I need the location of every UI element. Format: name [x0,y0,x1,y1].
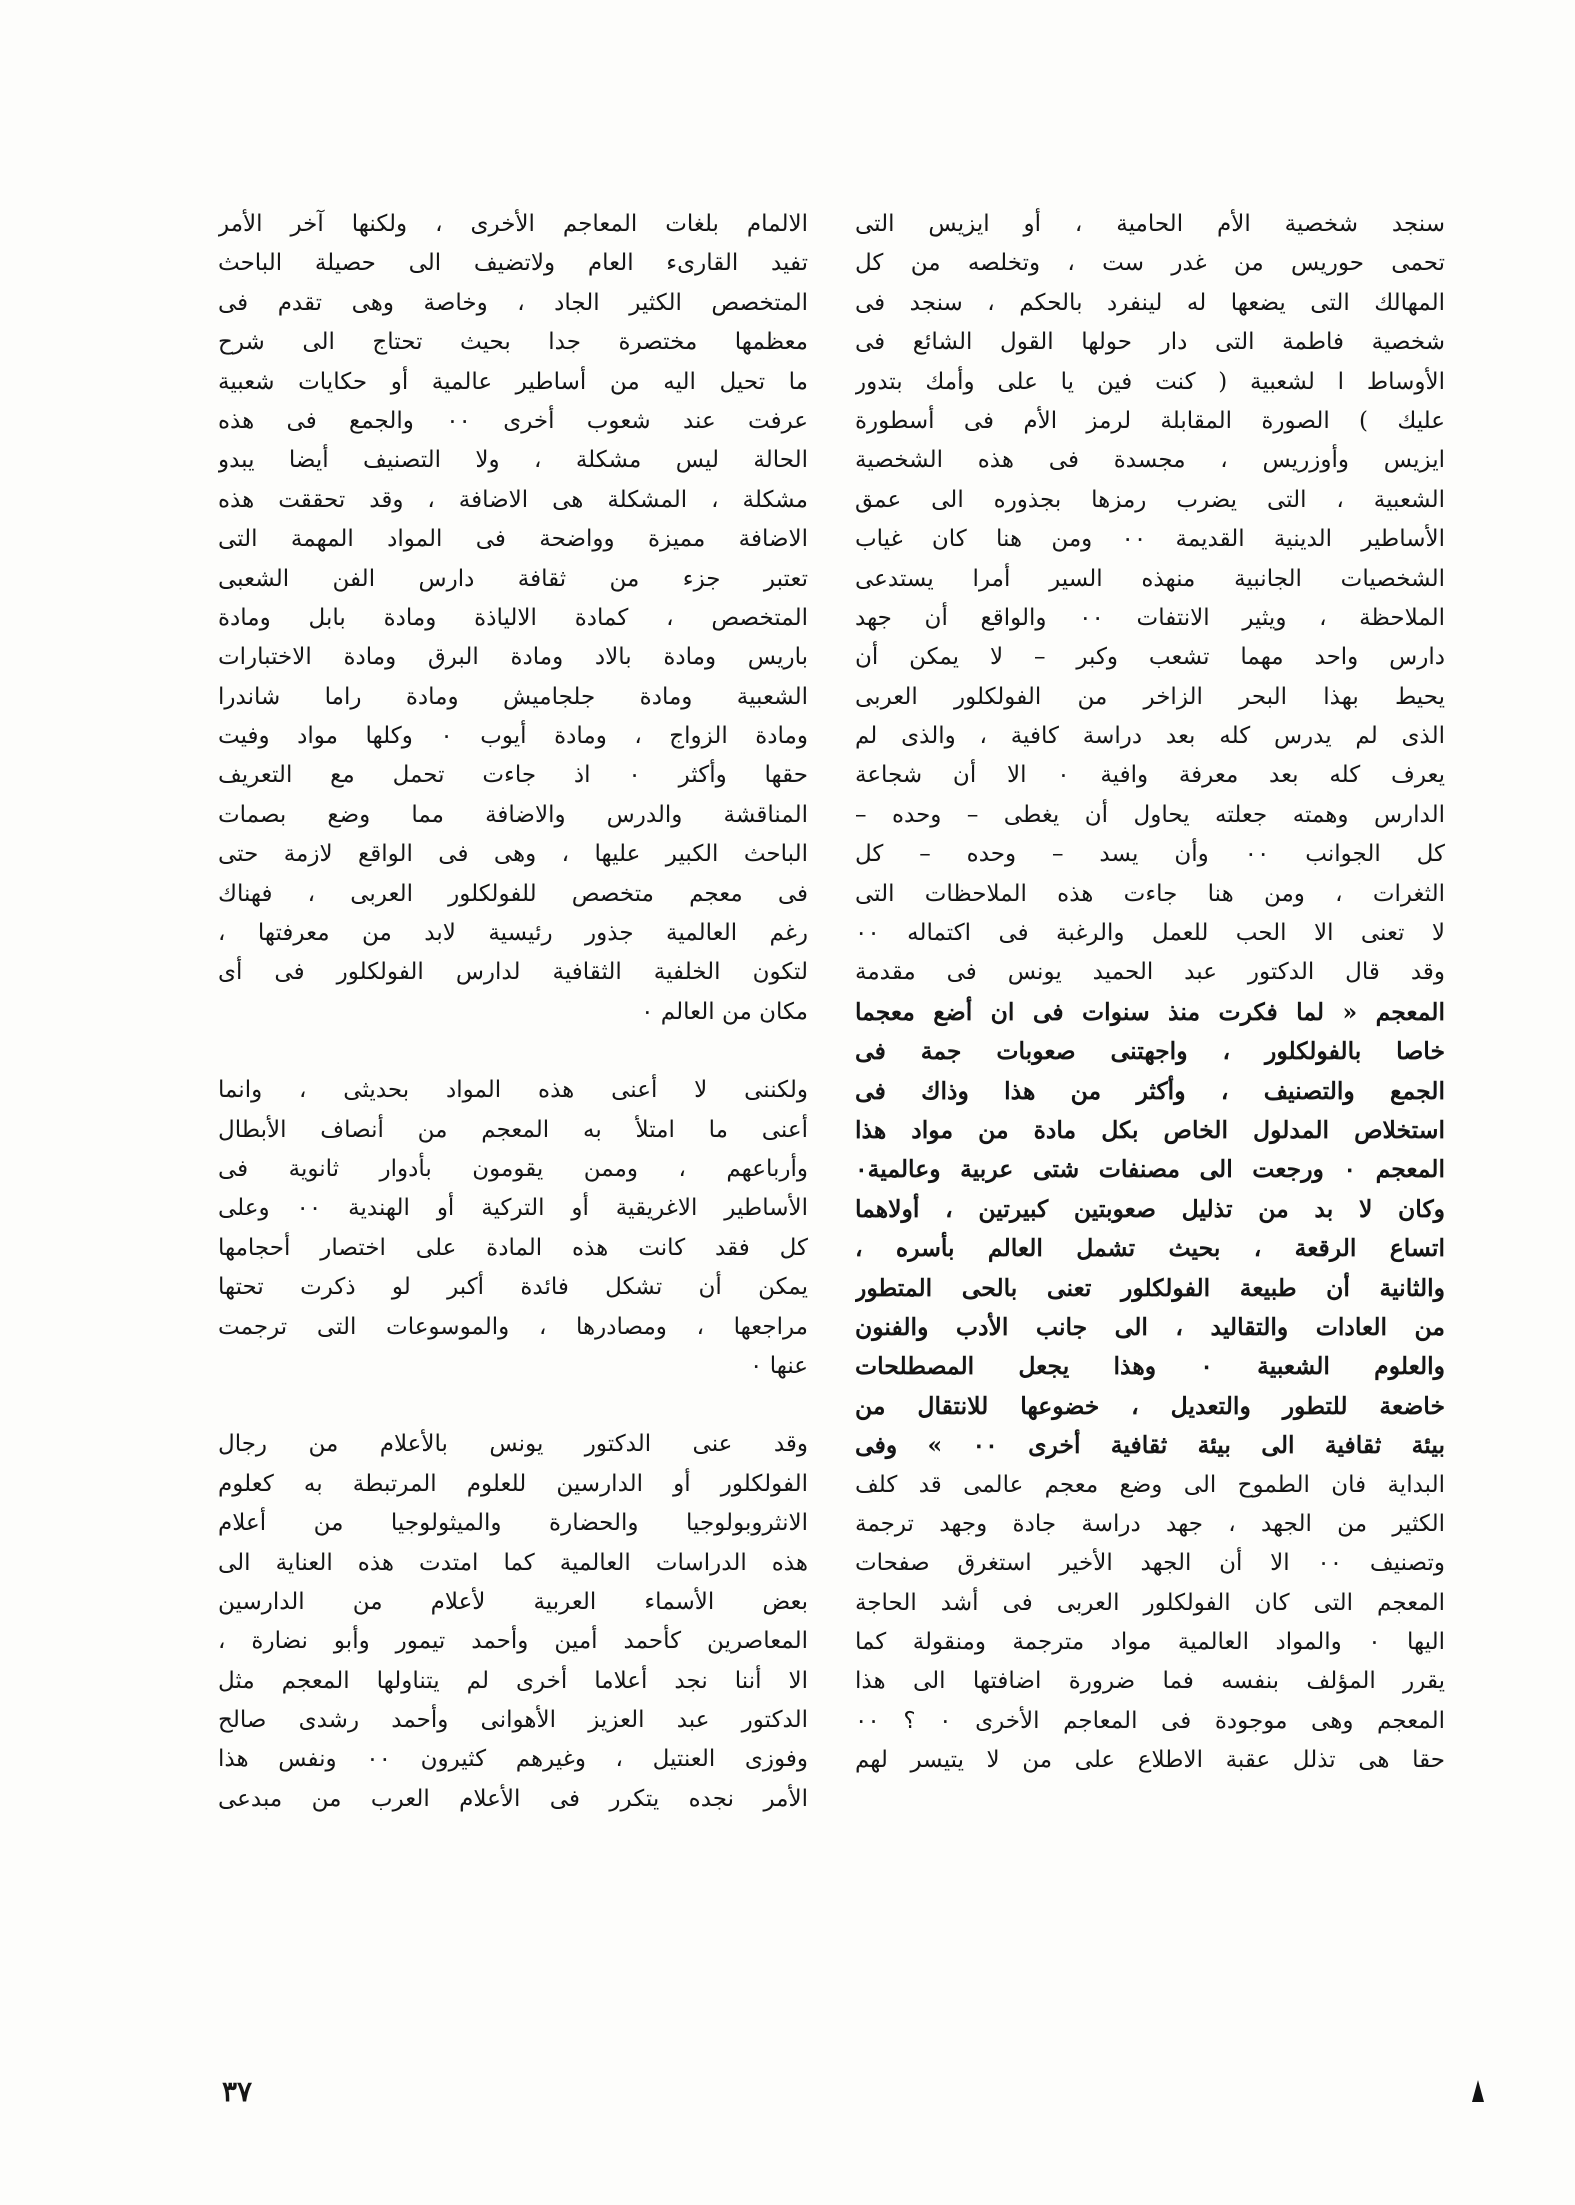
left-column-text-line: وأرباعهم ، وممن يقومون بأدوار ثانوية فى [218,1155,808,1182]
left-column-text-line: الاضافة مميزة وواضحة فى المواد المهمة التى [218,526,808,553]
left-column-text-line: مشكلة ، المشكلة هى الاضافة ، وقد تحققت هذه [218,486,808,513]
right-column-text-line: وقد قال الدكتور عبد الحميد يونس فى مقدمة [855,959,1445,986]
left-column-text-line: الالمام بلغات المعاجم الأخرى ، ولكنها آخر الأمر [218,211,808,237]
left-column-text-line: حقها وأكثر ٠ اذ جاءت تحمل مع التعريف [218,762,808,789]
left-column-text-line: المعاصرين كأحمد أمين وأحمد تيمور وأبو نضارة ، [218,1628,808,1655]
right-column-text-line: ايزيس وأوزريس ، مجسدة فى هذه الشخصية [855,447,1445,474]
paragraph-gap [218,1032,808,1071]
left-column-text-line: الحالة ليس مشكلة ، ولا التصنيف أيضا يبدو [218,447,808,474]
right-column-text-line: من العادات والتقاليد ، الى جانب الأدب والفنون [855,1312,1445,1341]
left-column-text-line: وقد عنى الدكتور يونس بالأعلام من رجال [218,1431,808,1458]
right-column-text-line: شخصية فاطمة التى دار حولها القول الشائع فى [855,329,1445,356]
right-column-text-line: يعرف كله بعد معرفة وافية ٠ الا أن شجاعة [855,762,1445,789]
right-column-text-line: اليها ٠ والمواد العالمية مواد مترجمة ومنقولة كما [855,1629,1445,1656]
page-number: ٣٧ [222,2075,253,2108]
left-column-text-line: الانثروبولوجيا والحضارة والميثولوجيا من أعلام [218,1510,808,1537]
right-column-text-line: خاضعة للتطور والتعديل ، خضوعها للانتقال من [855,1391,1445,1420]
left-text-column [218,205,808,1819]
left-column-text-line: المتخصص ، كمادة الالياذة ومادة بابل ومادة [218,604,808,631]
right-column-text-line: الذى لم يدرس كله بعد دراسة كافية ، والذى لم [855,723,1445,750]
right-text-column [855,205,1445,1781]
right-column-text-line: لا تعنى الا الحب للعمل والرغبة فى اكتماله ٠٠ [855,920,1445,947]
right-column-text-line: الشعبية ، التى يضرب رمزها بجذوره الى عمق [855,486,1445,513]
right-column-text-line: الثغرات ، ومن هنا جاءت هذه الملاحظات التى [855,880,1445,907]
right-column-text-line: المعجم ٠ ورجعت الى مصنفات شتى عربية وعالمية٠ [855,1155,1445,1184]
right-column-text-line: عليك ) الصورة المقابلة لرمز الأم فى أسطورة [855,407,1445,434]
left-column-text-line: ومادة الزواج ، ومادة أيوب ٠ وكلها مواد وفيت [218,723,808,750]
left-column-text-line: عنها ٠ [750,1352,808,1379]
right-column-text-line: المعجم « لما فكرت منذ سنوات فى ان أضع معجما [855,997,1445,1026]
right-column-text-line: سنجد شخصية الأم الحامية ، أو ايزيس التى [855,211,1445,237]
right-column-text-line: استخلاص المدلول الخاص بكل مادة من مواد هذا [855,1115,1445,1144]
left-column-text-line: الا أننا نجد أعلاما أخرى لم يتناولها المعجم مثل [218,1667,808,1694]
right-column-text-line: الملاحظة ، ويثير الانتفات ٠٠ والواقع أن جهد [855,604,1445,631]
right-column-text-line: حقا هى تذلل عقبة الاطلاع على من لا يتيسر لهم [855,1747,1445,1774]
left-column-text-line: أعنى ما امتلأ به المعجم من أنصاف الأبطال [218,1116,808,1143]
right-column-text-line: بيئة ثقافية الى بيئة ثقافية أخرى ٠٠ » وفى [855,1431,1445,1460]
right-column-text-line: الجمع والتصنيف ، وأكثر من هذا وذاك فى [855,1076,1445,1105]
left-column-text-line: المتخصص الكثير الجاد ، وخاصة وهى تقدم فى [218,289,808,316]
right-column-text-line: الشخصيات الجانبية منهذه السير أمرا يستدعى [855,565,1445,592]
left-column-text-line: مراجعها ، ومصادرها ، والموسوعات التى ترجمت [218,1313,808,1340]
left-column-text-line: تفيد القارىء العام ولاتضيف الى حصيلة الباحث [218,250,808,277]
right-column-text-line: دارس واحد مهما تشعب وكبر – لا يمكن أن [855,644,1445,671]
left-column-text-line: الباحث الكبير عليها ، وهى فى الواقع لازمة حتى [218,841,808,868]
right-column-text-line: يقرر المؤلف بنفسه فما ضرورة اضافتها الى هذا [855,1668,1445,1695]
left-column-text-line: ولكننى لا أعنى هذه المواد بحديثى ، وانما [218,1077,808,1104]
corner-mark [1472,2080,1484,2102]
left-column-text-line: تعتبر جزء من ثقافة دارس الفن الشعبى [218,565,808,592]
right-column-text-line: والعلوم الشعبية ٠ وهذا يجعل المصطلحات [855,1352,1445,1381]
right-column-text-line: خاصا بالفولكلور ، واجهتنى صعوبات جمة فى [855,1037,1445,1066]
paragraph-gap [218,1386,808,1425]
right-column-text-line: الكثير من الجهد ، جهد دراسة جادة وجهد ترجمة [855,1510,1445,1537]
left-column-text-line: كل فقد كانت هذه المادة على اختصار أحجامها [218,1234,808,1261]
left-column-text-line: ما تحيل اليه من أساطير عالمية أو حكايات شعبية [218,368,808,395]
right-column-text-line: اتساع الرقعة ، بحيث تشمل العالم بأسره ، [855,1234,1445,1263]
left-column-text-line: هذه الدراسات العالمية كما امتدت هذه العناية الى [218,1549,808,1576]
left-column-text-line: فى معجم متخصص للفولكلور العربى ، فهناك [218,880,808,907]
right-column-text-line: وتصنيف ٠٠ الا أن الجهد الأخير استغرق صفحات [855,1550,1445,1577]
left-column-text-line: باريس ومادة بالاد ومادة البرق ومادة الاختبارات [218,644,808,671]
right-column-text-line: والثانية أن طبيعة الفولكلور تعنى بالحى المتطور [855,1273,1445,1302]
left-column-text-line: مكان من العالم ٠ [641,998,808,1025]
left-column-text-line: الشعبية ومادة جلجاميش ومادة راما شاندرا [218,683,808,710]
right-column-text-line: يحيط بهذا البحر الزاخر من الفولكلور العربى [855,683,1445,710]
right-column-text-line: المهالك التى يضعها له لينفرد بالحكم ، سنجد فى [855,289,1445,316]
left-column-text-line: بعض الأسماء العربية لأعلام من الدارسين [218,1588,808,1615]
left-column-text-line: المناقشة والدرس والاضافة مما وضع بصمات [218,801,808,828]
left-column-text-line: عرفت عند شعوب أخرى ٠٠ والجمع فى هذه [218,407,808,434]
left-column-text-line: وفوزى العنتيل ، وغيرهم كثيرون ٠٠ ونفس هذا [218,1746,808,1773]
left-column-text-line: الأساطير الاغريقية أو التركية أو الهندية ٠٠ وعلى [218,1195,808,1222]
left-column-text-line: الأمر نجده يتكرر فى الأعلام العرب من مبدعى [218,1785,808,1812]
right-column-text-line: الأوساط ا لشعبية ( كنت فين يا على وأمك بتدور [855,368,1445,395]
left-column-text-line: يمكن أن تشكل فائدة أكبر لو ذكرت تحتها [218,1274,808,1301]
right-column-text-line: الأساطير الدينية القديمة ٠٠ ومن هنا كان غياب [855,526,1445,553]
right-column-text-line: وكان لا بد من تذليل صعوبتين كبيرتين ، أولاهما [855,1194,1445,1223]
right-column-text-line: المعجم وهى موجودة فى المعاجم الأخرى ٠ ؟ ٠٠ [855,1707,1445,1734]
right-column-text-line: تحمى حوريس من غدر ست ، وتخلصه من كل [855,250,1445,277]
right-column-text-line: الدارس وهمته جعلته يحاول أن يغطى – وحده – [855,801,1445,828]
left-column-text-line: رغم العالمية جذور رئيسية لابد من معرفتها ، [218,920,808,947]
right-column-text-line: كل الجوانب ٠٠ وأن يسد – وحده – كل [855,841,1445,868]
left-column-text-line: لتكون الخلفية الثقافية لدارس الفولكلور فى أى [218,959,808,986]
right-column-text-line: المعجم التى كان الفولكلور العربى فى أشد الحاجة [855,1589,1445,1616]
left-column-text-line: معظمها مختصرة جدا بحيث تحتاج الى شرح [218,329,808,356]
left-column-text-line: الدكتور عبد العزيز الأهوانى وأحمد رشدى صالح [218,1707,808,1734]
right-column-text-line: البداية فان الطموح الى وضع معجم عالمى قد كلف [855,1471,1445,1498]
left-column-text-line: الفولكلور أو الدارسين للعلوم المرتبطة به كعلوم [218,1470,808,1497]
